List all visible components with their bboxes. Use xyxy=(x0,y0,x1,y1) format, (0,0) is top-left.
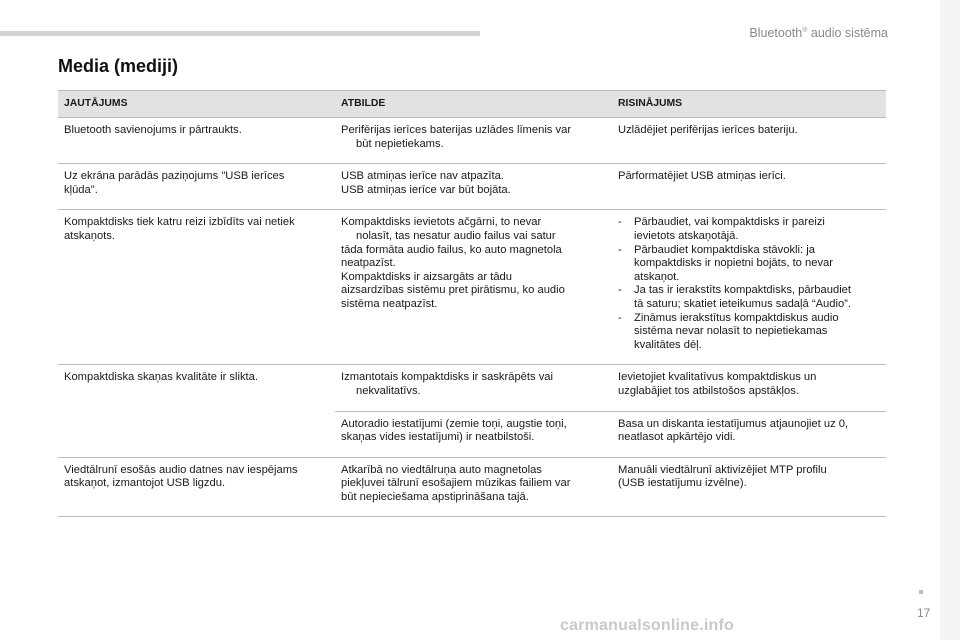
table-header-row xyxy=(58,91,886,118)
solution-cell: Basa un diskanta iestatījumus atjaunojiet uz 0, neatlasot apkārtējo vidi. xyxy=(612,411,886,457)
page-number: 17 xyxy=(917,606,931,620)
watermark: carmanualsonline.info xyxy=(560,617,735,634)
solution-cell: Manuāli viedtālrunī aktivizējiet MTP profilu (USB iestatījumu izvēlne). xyxy=(612,457,886,517)
page-title: Media (mediji) xyxy=(58,56,179,76)
table-row xyxy=(58,118,886,164)
solution-bullet: - Pārbaudiet, vai kompaktdisks ir pareizi ievietots atskaņotājā. xyxy=(618,216,825,242)
question-cell: Viedtālrunī esošās audio datnes nav iespējams atskaņot, izmantojot USB ligzdu. xyxy=(58,457,335,517)
solution-bullet: - Ja tas ir ierakstīts kompaktdisks, pārbaudiet tā saturu; skatiet ieteikumus sadaļā “Audio”. xyxy=(618,284,852,310)
solution-cell: Uzlādējiet perifērijas ierīces bateriju. xyxy=(612,118,886,164)
section-header: Bluetooth® audio sistēma xyxy=(749,26,888,40)
table-row xyxy=(58,457,886,517)
answer-cell: Atkarībā no viedtālruņa auto magnetolas piekļuvei tālrunī esošajiem mūzikas failiem var būt nepieciešama apstiprināšana tajā. xyxy=(335,457,612,517)
solution-bullet: - Zināmus ierakstītus kompaktdiskus audio sistēma nevar nolasīt to nepietiekamas kvalitātes dēļ. xyxy=(618,311,839,351)
solution-bullet: - Pārbaudiet kompaktdiska stāvokli: ja kompaktdisks ir nopietni bojāts, to nevar atskaņot. xyxy=(618,243,833,283)
top-divider-bar xyxy=(0,31,480,36)
question-cell: Bluetooth savienojums ir pārtraukts. xyxy=(58,118,335,164)
solution-cell xyxy=(612,210,886,365)
question-cell: Uz ekrāna parādās paziņojums "USB ierīces kļūda". xyxy=(58,164,335,210)
question-cell: Kompaktdiska skaņas kvalitāte ir slikta. xyxy=(58,365,335,457)
answer-cell: Kompaktdisks ievietots ačgārni, to nevar nolasīt, tas nesatur audio failus vai satur tāda formāta audio failus, ko auto magnetola neatpazīst. Kompaktdisks ir aizsargāts ar tādu aizsardzības sistēmu pret pirātismu, ko audio sistēma neatpazīst. xyxy=(335,210,612,365)
column-header-question: JAUTĀJUMS xyxy=(58,91,335,118)
table-row xyxy=(58,365,886,411)
table-row xyxy=(58,210,886,365)
column-header-solution: RISINĀJUMS xyxy=(612,91,886,118)
answer-cell: Izmantotais kompaktdisks ir saskrāpēts vai nekvalitatīvs. xyxy=(335,365,612,411)
answer-cell: Perifērijas ierīces baterijas uzlādes līmenis var būt nepietiekams. xyxy=(335,118,612,164)
page-marker-dot xyxy=(919,590,923,594)
page-edge-strip xyxy=(940,0,960,640)
answer-cell: USB atmiņas ierīce nav atpazīta. USB atmiņas ierīce var būt bojāta. xyxy=(335,164,612,210)
column-header-answer: ATBILDE xyxy=(335,91,612,118)
solution-cell: Ievietojiet kvalitatīvus kompaktdiskus un uzglabājiet tos atbilstošos apstākļos. xyxy=(612,365,886,411)
solution-cell: Pārformatējiet USB atmiņas ierīci. xyxy=(612,164,886,210)
answer-cell: Autoradio iestatījumi (zemie toņi, augstie toņi, skaņas vides iestatījumi) ir neatbilstoši. xyxy=(335,411,612,457)
faq-table xyxy=(58,90,886,517)
table-row xyxy=(58,164,886,210)
question-cell: Kompaktdisks tiek katru reizi izbīdīts vai netiek atskaņots. xyxy=(58,210,335,365)
